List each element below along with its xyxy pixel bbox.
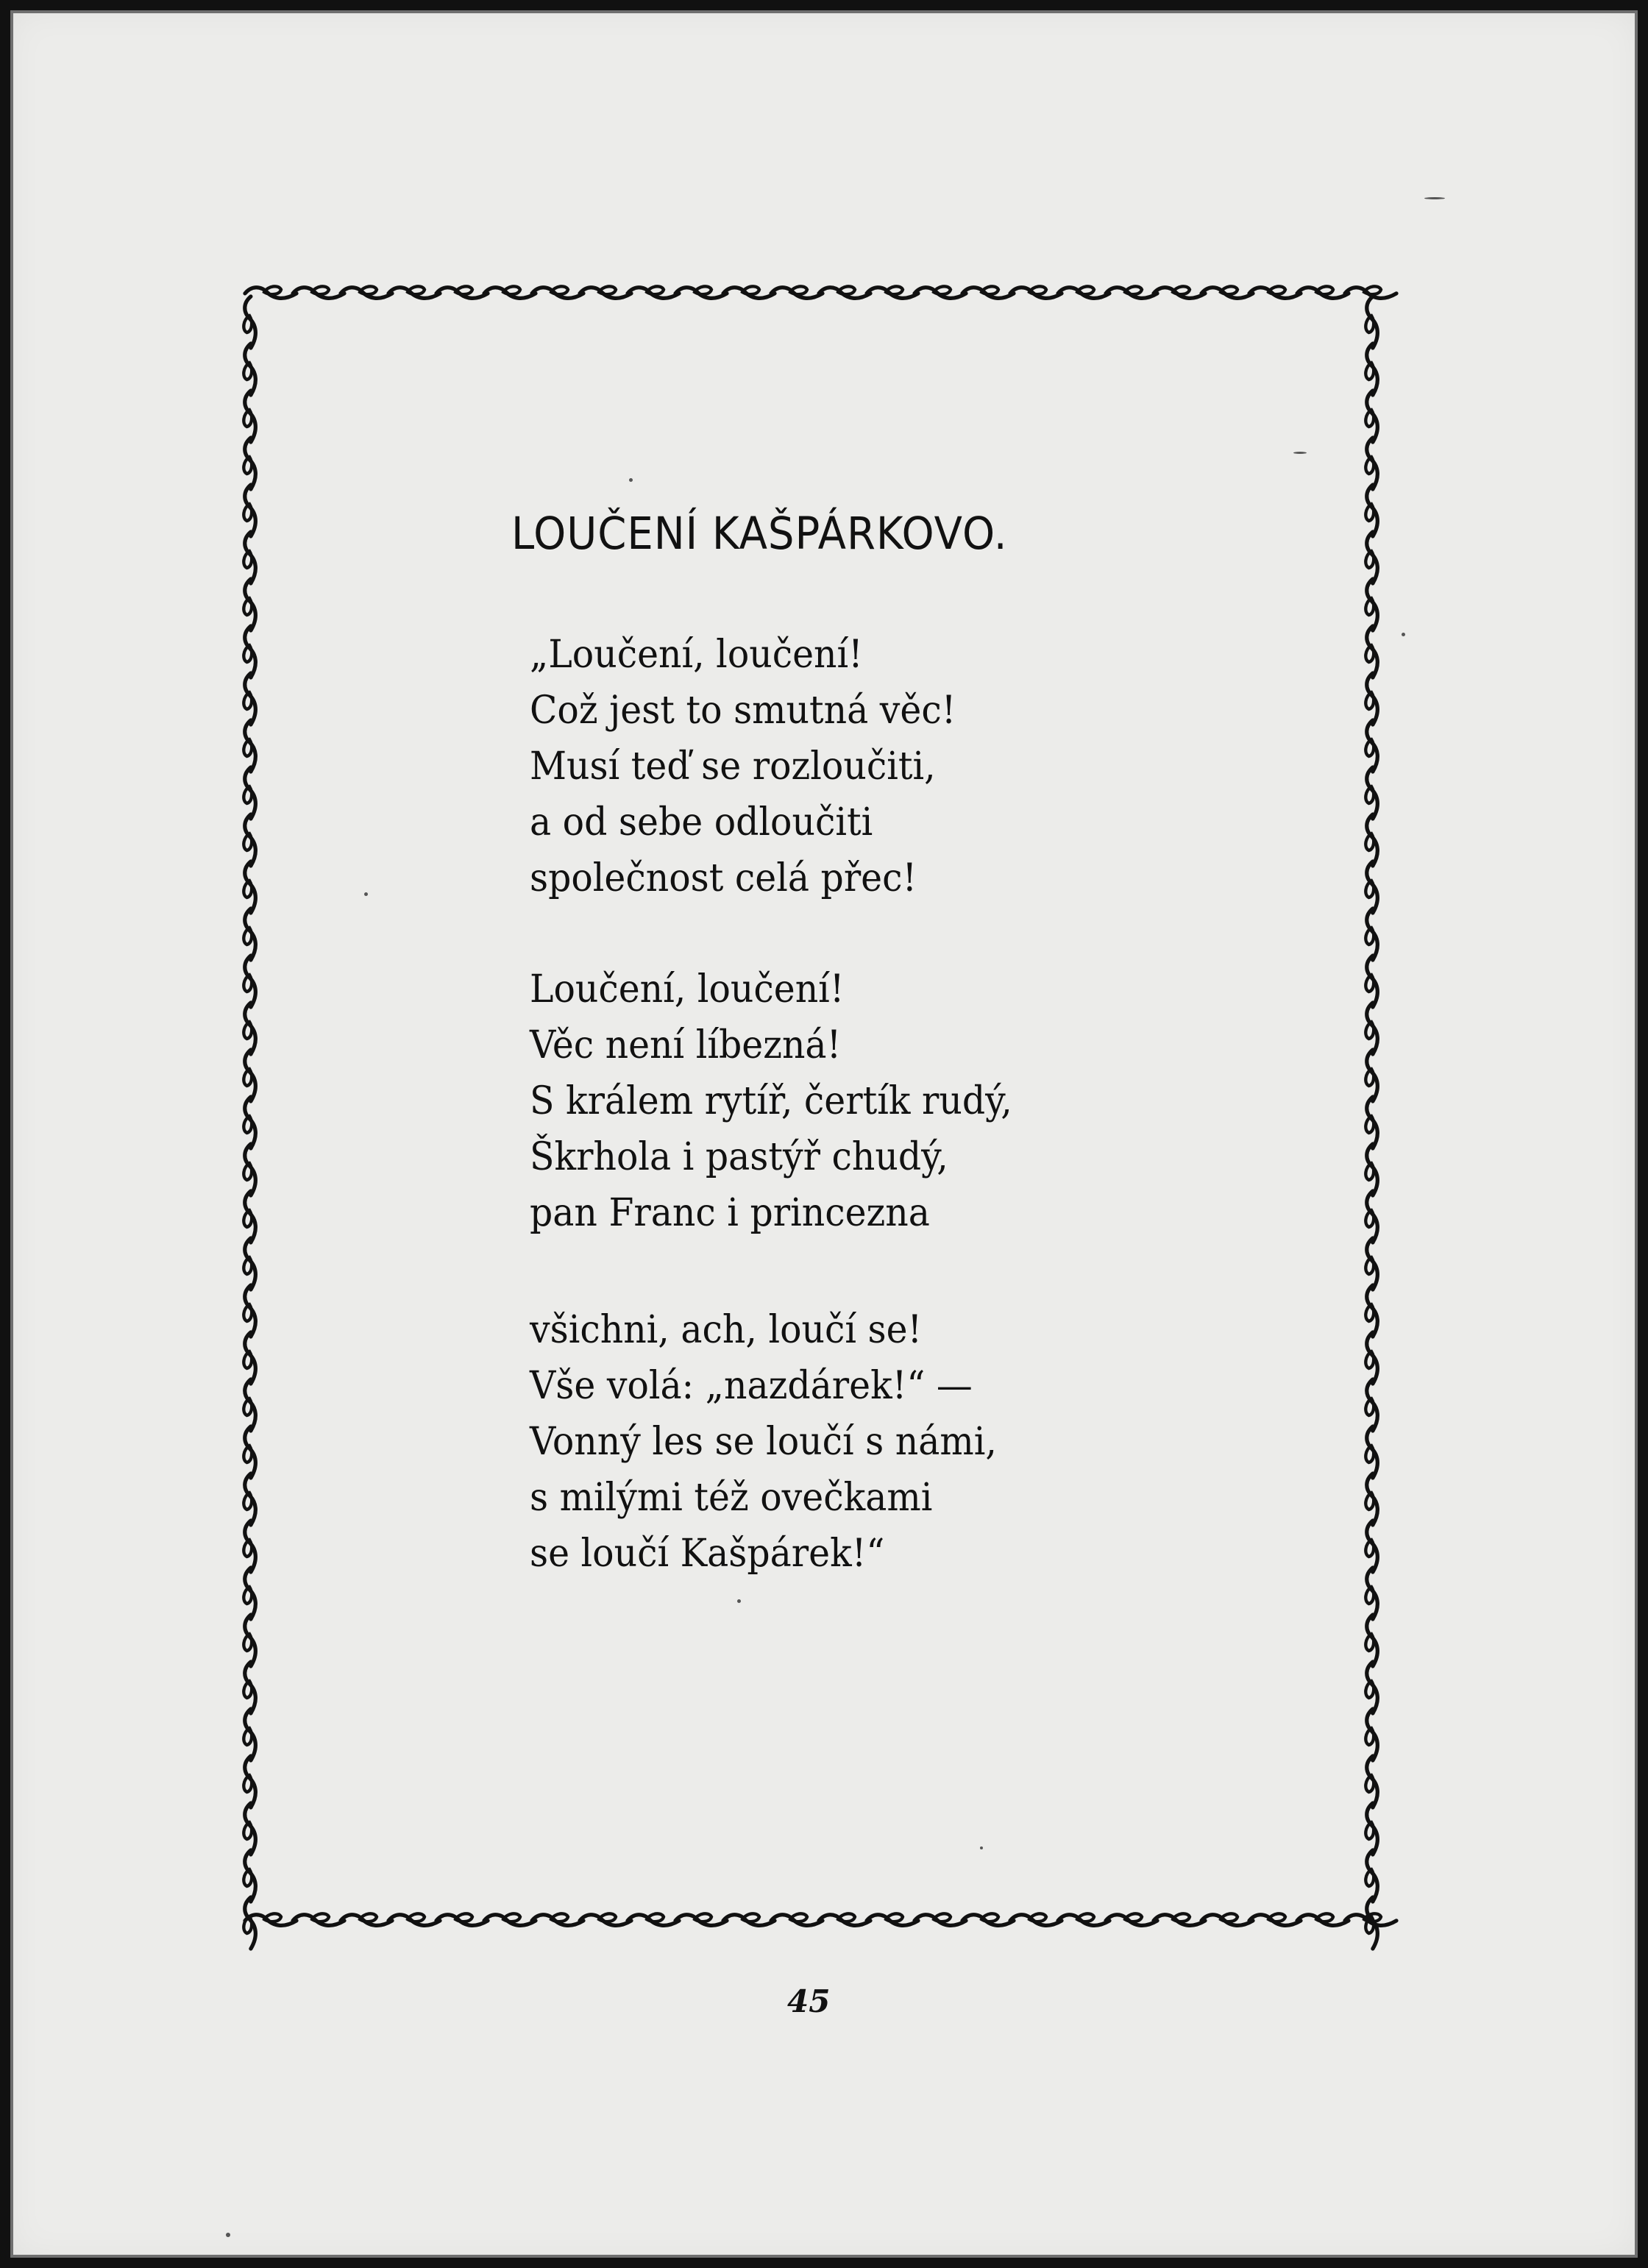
vine-leaf-ornament [244,438,255,489]
vine-leaf-ornament [244,1097,255,1148]
vine-leaf-ornament [244,767,255,819]
vine-leaf-ornament [1365,909,1377,960]
vine-leaf-ornament [244,1426,255,1478]
poem-line: všichni, ach, loučí se! [530,1308,923,1352]
vine-leaf-ornament [580,1913,631,1925]
border-left [244,296,255,1949]
poem-line: pan Franc i princezna [530,1191,930,1235]
poem-line: Musí teď se rozloučiti, [530,744,936,789]
vine-leaf-ornament [1365,1379,1377,1431]
poem-line: S králem rytíř, čertík rudý, [530,1079,1012,1123]
vine-leaf-ornament [484,286,536,298]
vine-leaf-ornament [1365,1615,1377,1666]
vine-leaf-ornament [1297,286,1349,298]
vine-leaf-ornament [244,1803,255,1855]
vine-leaf-ornament [244,1003,255,1054]
vine-leaf-ornament [867,1913,918,1925]
vine-leaf-ornament [1365,673,1377,725]
vine-leaf-ornament [1365,438,1377,489]
border-top [245,286,1396,298]
vine-leaf-ornament [1365,485,1377,536]
vine-leaf-ornament [628,286,679,298]
poem-line: „Loučení, loučení! [530,633,863,677]
vine-leaf-ornament [962,286,1014,298]
vine-leaf-ornament [1106,286,1157,298]
vine-leaf-ornament [867,286,918,298]
vine-leaf-ornament [675,286,727,298]
vine-leaf-ornament [244,344,255,395]
vine-leaf-ornament [244,720,255,772]
vine-leaf-ornament [1365,1332,1377,1384]
vine-leaf-ornament [1365,1144,1377,1195]
stanza-2 [530,961,1012,1241]
poem-line: s milými též ovečkami [530,1476,933,1520]
vine-leaf-ornament [1365,1003,1377,1054]
vine-leaf-ornament [341,1913,392,1925]
vine-leaf-ornament [1010,1913,1062,1925]
vine-leaf-ornament [1365,1238,1377,1290]
vine-leaf-ornament [1201,286,1253,298]
vine-leaf-ornament [244,1474,255,1525]
vine-leaf-ornament [244,391,255,442]
vine-leaf-ornament [1154,1913,1205,1925]
vine-leaf-ornament [244,1662,255,1713]
vine-leaf-ornament [1365,814,1377,866]
vine-leaf-ornament [532,286,583,298]
vine-leaf-ornament [1365,1709,1377,1760]
poem-title: LOUČENÍ KAŠPÁRKOVO. [511,508,1008,560]
vine-leaf-ornament [244,1568,255,1619]
vine-leaf-ornament [1297,1913,1349,1925]
vine-leaf-ornament [1365,532,1377,583]
vine-leaf-ornament [1365,1756,1377,1807]
vine-leaf-ornament [244,956,255,1007]
vine-leaf-ornament [1365,1803,1377,1855]
vine-leaf-ornament [1201,1913,1253,1925]
vine-leaf-ornament [244,532,255,583]
vine-leaf-ornament [1365,391,1377,442]
vine-leaf-ornament [244,1191,255,1243]
vine-leaf-ornament [244,1285,255,1337]
vine-leaf-ornament [1365,1097,1377,1148]
poem-line: Škrhola i pastýř chudý, [530,1135,948,1179]
vine-leaf-ornament [388,1913,440,1925]
vine-leaf-ornament [819,286,870,298]
vine-leaf-ornament [484,1913,536,1925]
vine-leaf-ornament [1365,720,1377,772]
stanza-3 [530,1302,997,1582]
vine-leaf-ornament [1010,286,1062,298]
vine-leaf-ornament [244,1897,255,1949]
vine-leaf-ornament [1365,296,1377,348]
poem-line: a od sebe odloučiti [530,800,873,845]
vine-leaf-ornament [1249,1913,1301,1925]
vine-leaf-ornament [244,1379,255,1431]
vine-leaf-ornament [244,1238,255,1290]
vine-leaf-ornament [723,286,775,298]
vine-leaf-ornament [244,296,255,348]
vine-leaf-ornament [1365,626,1377,678]
vine-leaf-ornament [436,1913,488,1925]
vine-leaf-ornament [1365,344,1377,395]
border-bottom [245,1913,1396,1925]
vine-leaf-ornament [1365,767,1377,819]
vine-leaf-ornament [1365,579,1377,630]
vine-leaf-ornament [1154,286,1205,298]
poem-line: Loučení, loučení! [530,967,845,1012]
vine-leaf-ornament [244,1144,255,1195]
vine-leaf-ornament [771,1913,823,1925]
vine-leaf-ornament [244,1332,255,1384]
vine-leaf-ornament [244,579,255,630]
vine-leaf-ornament [1365,1850,1377,1902]
vine-leaf-ornament [1058,286,1109,298]
vine-leaf-ornament [914,1913,966,1925]
stanza-1 [530,627,956,906]
vine-leaf-ornament [1365,1191,1377,1243]
vine-leaf-ornament [723,1913,775,1925]
vine-leaf-ornament [1365,1662,1377,1713]
poem-line: Vše volá: „nazdárek!“ — [530,1364,973,1408]
vine-leaf-ornament [341,286,392,298]
vine-leaf-ornament [1365,1285,1377,1337]
vine-leaf-ornament [628,1913,679,1925]
vine-leaf-ornament [1365,1568,1377,1619]
poem-line: se loučí Kašpárek!“ [530,1532,885,1576]
vine-leaf-ornament [244,626,255,678]
vine-leaf-ornament [1249,286,1301,298]
vine-leaf-ornament [1365,1426,1377,1478]
vine-leaf-ornament [771,286,823,298]
vine-leaf-ornament [819,1913,870,1925]
vine-leaf-ornament [293,286,344,298]
vine-leaf-ornament [1365,1050,1377,1101]
poem-line: Věc není líbezná! [530,1023,842,1067]
vine-leaf-ornament [1106,1913,1157,1925]
vine-leaf-ornament [1365,861,1377,913]
border-right [1365,296,1377,1949]
vine-leaf-ornament [388,286,440,298]
vine-leaf-ornament [962,1913,1014,1925]
vine-leaf-ornament [1058,1913,1109,1925]
page-number: 45 [787,1983,831,2019]
vine-leaf-ornament [244,861,255,913]
vine-leaf-ornament [244,1756,255,1807]
vine-leaf-ornament [244,673,255,725]
vine-leaf-ornament [436,286,488,298]
poem-line: Což jest to smutná věc! [530,689,956,733]
vine-leaf-ornament [293,1913,344,1925]
vine-leaf-ornament [244,1709,255,1760]
vine-leaf-ornament [1365,956,1377,1007]
vine-leaf-ornament [1365,1521,1377,1572]
vine-leaf-ornament [580,286,631,298]
vine-leaf-ornament [914,286,966,298]
vine-leaf-ornament [244,1521,255,1572]
vine-leaf-ornament [245,286,296,298]
vine-leaf-ornament [244,909,255,960]
vine-leaf-ornament [244,485,255,536]
vine-leaf-ornament [244,814,255,866]
vine-leaf-ornament [675,1913,727,1925]
vine-leaf-ornament [1365,1474,1377,1525]
poem-line: Vonný les se loučí s námi, [530,1420,997,1464]
vine-leaf-ornament [532,1913,583,1925]
poem-line: společnost celá přec! [530,856,917,900]
vine-leaf-ornament [244,1615,255,1666]
vine-leaf-ornament [244,1850,255,1902]
vine-leaf-ornament [244,1050,255,1101]
